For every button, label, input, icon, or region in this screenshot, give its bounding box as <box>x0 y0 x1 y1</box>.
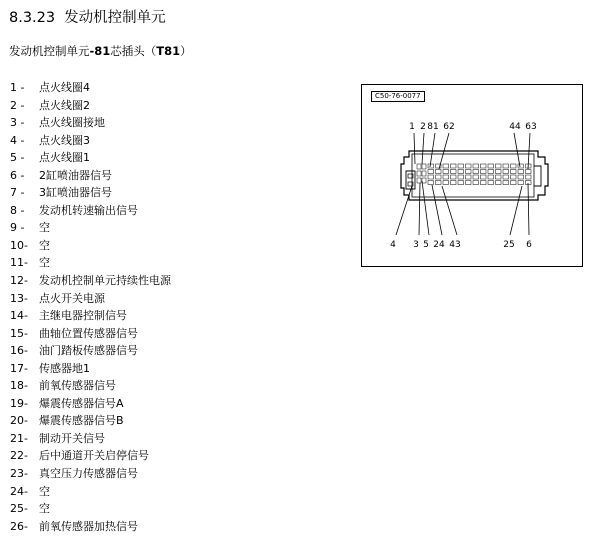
pin-description: 油门踏板传感器信号 <box>39 344 138 358</box>
pin-cavity <box>496 175 502 179</box>
pin-row <box>10 307 171 325</box>
figure-pin-label: 24 <box>433 240 445 250</box>
pin-cavity <box>503 164 509 168</box>
pin-cavity <box>466 164 472 168</box>
pin-cavity <box>443 170 449 174</box>
pin-cavity <box>417 178 421 183</box>
pin-description: 后中通道开关启停信号 <box>39 449 149 463</box>
pin-cavity <box>443 175 449 179</box>
pin-number: 21- <box>10 431 28 445</box>
connector-diagram <box>361 84 583 267</box>
pin-cavity <box>473 181 479 185</box>
figure-pin-label: 63 <box>525 122 537 132</box>
pin-cavity <box>481 170 487 174</box>
pin-row <box>10 500 171 518</box>
pin-row <box>10 202 171 220</box>
section-title <box>9 6 166 27</box>
pin-description: 点火线圈3 <box>39 133 90 147</box>
pin-number: 19- <box>10 396 28 410</box>
pin-description: 点火开关电源 <box>39 291 105 305</box>
pin-number: 17- <box>10 361 28 375</box>
pin-cavity <box>511 175 517 179</box>
pin-cavity <box>443 164 449 168</box>
pin-description: 空 <box>39 502 50 516</box>
pin-cavity <box>458 164 464 168</box>
pin-cavity <box>473 170 479 174</box>
section-number: 8.3.23 <box>9 10 56 26</box>
pin-number: 26- <box>10 519 28 533</box>
pin-row <box>10 325 171 343</box>
pin-cavity <box>466 175 472 179</box>
pin-cavity <box>417 164 421 169</box>
pin-number: 18- <box>10 379 28 393</box>
figure-pin-label: 81 <box>427 122 439 132</box>
pin-cavity <box>458 175 464 179</box>
pin-cavity <box>422 178 426 183</box>
pin-description: 制动开关信号 <box>39 431 105 445</box>
pin-number: 16- <box>10 344 28 358</box>
pin-description: 空 <box>39 238 50 252</box>
pin-cavity <box>503 175 509 179</box>
pin-description: 点火线圈1 <box>39 151 90 165</box>
pin-cavity <box>511 170 517 174</box>
leader-line <box>432 185 442 235</box>
pin-number: 12- <box>10 274 28 288</box>
pin-number: 13- <box>10 291 28 305</box>
right-latch <box>534 166 541 186</box>
leader-line <box>510 186 522 235</box>
leader-line <box>430 133 435 167</box>
subtitle-suffix: ） <box>180 44 192 58</box>
pin-cavity <box>417 171 421 176</box>
pin-cavity <box>481 164 487 168</box>
pin-cavity <box>436 181 442 185</box>
pin-cavity <box>436 170 442 174</box>
pin-cavity <box>436 175 442 179</box>
figure-pin-label: 3 <box>413 240 419 250</box>
pin-cavity <box>496 164 502 168</box>
connector-subtitle <box>9 43 192 59</box>
pin-description: 真空压力传感器信号 <box>39 467 138 481</box>
figure-pin-label: 6 <box>526 240 532 250</box>
pin-cavity <box>488 164 494 168</box>
pin-number: 22- <box>10 449 28 463</box>
pin-cavity <box>518 175 524 179</box>
pin-cavity <box>466 181 472 185</box>
pin-number: 1 - <box>10 81 25 94</box>
figure-pin-label: 25 <box>503 240 515 250</box>
pin-description: 前氧传感器加热信号 <box>39 519 138 533</box>
pin-number: 5 - <box>10 151 25 165</box>
pin-cavity <box>518 181 524 185</box>
pin-description: 爆震传感器信号B <box>39 414 124 428</box>
figure-pin-label: 44 <box>509 122 521 132</box>
pin-cavity <box>428 181 434 185</box>
figure-pin-label: 62 <box>443 122 455 132</box>
pin-cavity <box>518 170 524 174</box>
subtitle-connector-code: T81 <box>156 44 181 58</box>
pin-list <box>10 79 171 535</box>
subtitle-prefix: 发动机控制单元 <box>9 44 90 58</box>
pin-row <box>10 79 171 97</box>
connector-drawing <box>362 85 584 268</box>
pin-description: 点火线圈4 <box>39 81 90 94</box>
pin-row <box>10 114 171 132</box>
pin-number: 10- <box>10 238 28 252</box>
pin-number: 14- <box>10 309 28 323</box>
pin-cavity <box>451 175 457 179</box>
pin-cavity <box>503 181 509 185</box>
pin-description: 发动机转速输出信号 <box>39 203 138 217</box>
leader-line <box>422 181 429 235</box>
pin-number: 2 - <box>10 98 25 112</box>
pin-row <box>10 272 171 290</box>
leader-line <box>528 183 529 235</box>
pin-cavity <box>458 170 464 174</box>
leader-line <box>422 133 424 164</box>
pin-cavity <box>428 175 434 179</box>
pin-row <box>10 132 171 150</box>
subtitle-pin-count: -81 <box>89 44 111 58</box>
pin-number: 3 - <box>10 116 25 130</box>
pin-number: 7 - <box>10 186 25 200</box>
figure-pin-label: 2 <box>420 122 426 132</box>
figure-pin-label: 1 <box>409 122 415 132</box>
pin-description: 传感器地1 <box>39 361 90 375</box>
pin-row <box>10 465 171 483</box>
pin-cavity <box>488 181 494 185</box>
pin-cavity <box>451 181 457 185</box>
pin-cavity <box>496 170 502 174</box>
pin-cavity <box>526 175 532 179</box>
pin-number: 11- <box>10 256 28 270</box>
pin-number: 23- <box>10 467 28 481</box>
figure-pin-label: 5 <box>423 240 429 250</box>
figure-code: C50-76-0077 <box>371 91 425 102</box>
pin-number: 9 - <box>10 221 25 235</box>
pin-row <box>10 237 171 255</box>
pin-row <box>10 290 171 308</box>
pin-description: 发动机控制单元持续性电源 <box>39 274 171 288</box>
pin-description: 前氧传感器信号 <box>39 379 116 393</box>
pin-cavity <box>488 170 494 174</box>
pin-cavity <box>496 181 502 185</box>
pin-number: 20- <box>10 414 28 428</box>
pin-row <box>10 184 171 202</box>
pin-cavity <box>481 181 487 185</box>
pin-cavity <box>511 181 517 185</box>
pin-number: 25- <box>10 502 28 516</box>
pin-cavity <box>451 164 457 168</box>
pin-cavity <box>518 164 524 168</box>
pin-cavity <box>466 170 472 174</box>
pin-cavity <box>422 164 426 169</box>
pin-cavity <box>511 164 517 168</box>
figure-pin-label: 43 <box>449 240 461 250</box>
figure-pin-label: 4 <box>390 240 396 250</box>
pin-cavity <box>481 175 487 179</box>
pin-grid <box>417 164 531 185</box>
pin-row <box>10 219 171 237</box>
pin-cavity <box>503 170 509 174</box>
pin-description: 主继电器控制信号 <box>39 309 127 323</box>
pin-description: 空 <box>39 484 50 498</box>
leader-line <box>514 133 520 167</box>
pin-number: 15- <box>10 326 28 340</box>
pin-number: 24- <box>10 484 28 498</box>
pin-description: 曲轴位置传感器信号 <box>39 326 138 340</box>
pin-description: 空 <box>39 221 50 235</box>
pin-cavity <box>473 164 479 168</box>
pin-row <box>10 483 171 501</box>
pin-row <box>10 254 171 272</box>
pin-row <box>10 97 171 115</box>
subtitle-mid: 芯插头（ <box>110 44 157 58</box>
connector-outline <box>401 151 548 200</box>
pin-cavity <box>488 175 494 179</box>
pin-number: 8 - <box>10 203 25 217</box>
pin-number: 6 - <box>10 168 25 182</box>
pin-cavity <box>458 181 464 185</box>
pin-row <box>10 342 171 360</box>
leader-line <box>442 186 457 235</box>
pin-row <box>10 447 171 465</box>
pin-cavity <box>428 170 434 174</box>
pin-row <box>10 412 171 430</box>
pin-description: 点火线圈接地 <box>39 116 105 130</box>
pin-description: 2缸喷油器信号 <box>39 168 112 182</box>
pin-row <box>10 149 171 167</box>
pin-description: 空 <box>39 256 50 270</box>
pin-row <box>10 395 171 413</box>
pin-row <box>10 430 171 448</box>
pin-cavity <box>443 181 449 185</box>
pin-row <box>10 360 171 378</box>
pin-row <box>10 167 171 185</box>
pin-cavity <box>473 175 479 179</box>
pin-cavity <box>422 171 426 176</box>
leader-line <box>414 133 415 164</box>
pin-description: 爆震传感器信号A <box>39 396 124 410</box>
leader-lines <box>396 133 530 235</box>
pin-row <box>10 377 171 395</box>
pin-number: 4 - <box>10 133 25 147</box>
leader-line <box>419 183 420 235</box>
section-title-text: 发动机控制单元 <box>64 10 166 26</box>
pin-cavity <box>451 170 457 174</box>
pin-cavity <box>526 170 532 174</box>
pin-description: 3缸喷油器信号 <box>39 186 112 200</box>
pin-description: 点火线圈2 <box>39 98 90 112</box>
pin-row <box>10 518 171 536</box>
